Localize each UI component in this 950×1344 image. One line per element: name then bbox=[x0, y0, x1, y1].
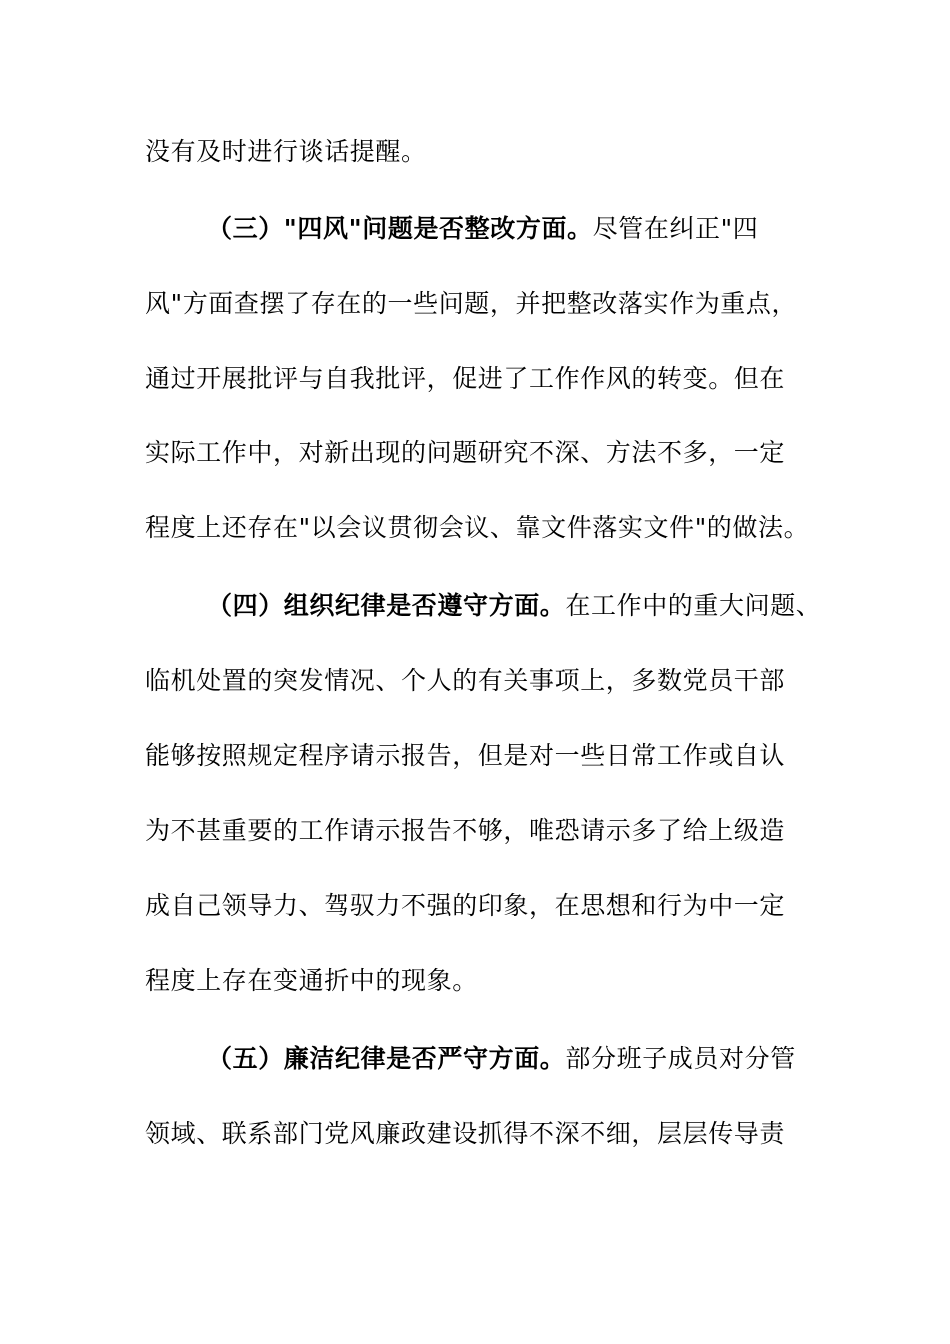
line-text: 在工作中的重大问题、 bbox=[565, 591, 822, 620]
paragraph-line bbox=[145, 135, 427, 169]
line-text: 临机处置的突发情况、个人的有关事项上，多数党员干部 bbox=[145, 666, 786, 695]
line-text: 实际工作中，对新出现的问题研究不深、方法不多，一定 bbox=[145, 438, 786, 467]
paragraph-line bbox=[145, 436, 785, 470]
line-text: 风"方面查摆了存在的一些问题，并把整改落实作为重点， bbox=[145, 289, 798, 318]
paragraph-line bbox=[145, 1117, 785, 1151]
line-text: 领域、联系部门党风廉政建设抓得不深不细，层层传导责 bbox=[145, 1119, 786, 1148]
section-heading-line bbox=[207, 212, 758, 246]
line-text: 通过开展批评与自我批评，促进了工作作风的转变。但在 bbox=[145, 364, 786, 393]
paragraph-line bbox=[145, 362, 785, 396]
line-text: 为不甚重要的工作请示报告不够，唯恐请示多了给上级造 bbox=[145, 816, 786, 845]
line-text: 程度上还存在"以会议贯彻会议、靠文件落实文件"的做法。 bbox=[145, 513, 810, 542]
paragraph-line bbox=[145, 889, 785, 923]
section-heading-four: （四）组织纪律是否遵守方面。 bbox=[207, 591, 566, 620]
paragraph-line bbox=[145, 964, 478, 998]
line-text: 尽管在纠正"四 bbox=[592, 214, 759, 243]
paragraph-line bbox=[145, 511, 809, 545]
paragraph-line bbox=[145, 739, 785, 773]
section-heading-line bbox=[207, 1042, 796, 1076]
paragraph-line bbox=[145, 664, 785, 698]
line-text: 能够按照规定程序请示报告，但是对一些日常工作或自认 bbox=[145, 741, 786, 770]
paragraph-line bbox=[145, 814, 785, 848]
line-text: 成自己领导力、驾驭力不强的印象，在思想和行为中一定 bbox=[145, 891, 786, 920]
line-text: 部分班子成员对分管 bbox=[565, 1044, 796, 1073]
section-heading-three: （三）"四风"问题是否整改方面。 bbox=[207, 214, 593, 243]
line-text: 程度上存在变通折中的现象。 bbox=[145, 966, 478, 995]
line-text: 没有及时进行谈话提醒。 bbox=[145, 137, 427, 166]
section-heading-five: （五）廉洁纪律是否严守方面。 bbox=[207, 1044, 566, 1073]
section-heading-line bbox=[207, 589, 821, 623]
paragraph-line bbox=[145, 287, 797, 321]
